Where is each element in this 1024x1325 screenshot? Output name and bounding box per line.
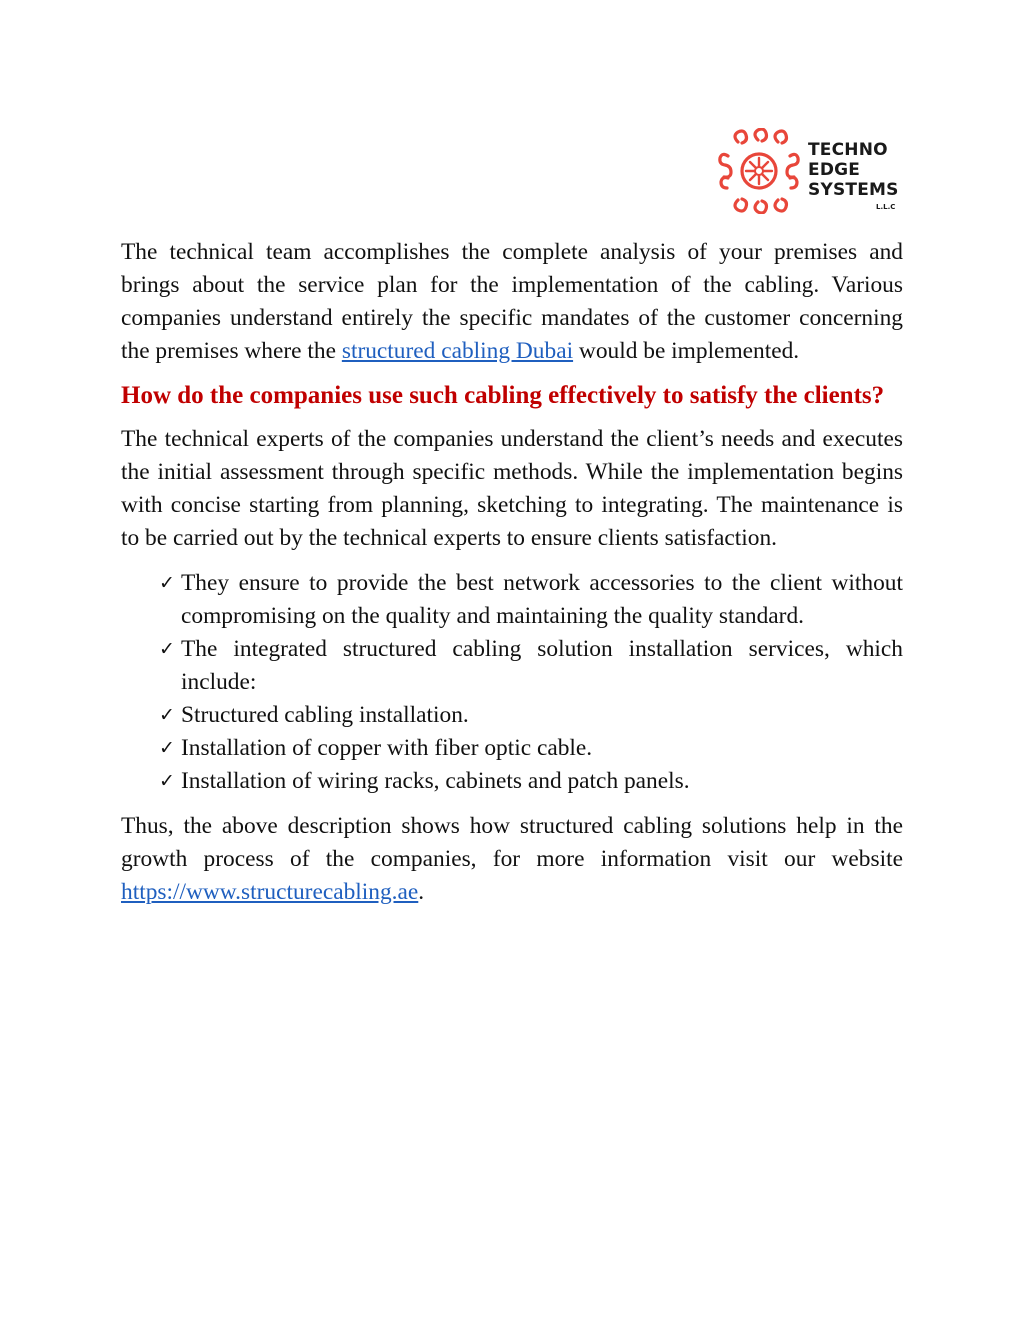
- list-item-text: Structured cabling installation.: [181, 702, 469, 728]
- document-body: [121, 236, 903, 909]
- intro-text-before-link: The technical team accomplishes the complete analysis of your premises and brings about the service plan for the implementation of the cabling. Various companies understand entirely the specific mandates of the customer concerning the premises where the: [121, 239, 903, 364]
- logo-line-3: SYSTEMS: [808, 180, 899, 200]
- checkmark-icon: ✓: [159, 572, 175, 594]
- logo-suffix: L.L.C: [876, 203, 896, 211]
- closing-text-before-link: Thus, the above description shows how structured cabling solutions help in the growth process of the companies, for more information visit our website: [121, 813, 903, 872]
- logo-wordmark: [808, 140, 899, 200]
- section-heading: How do the companies use such cabling effectively to satisfy the clients?: [121, 382, 885, 409]
- closing-paragraph: [121, 810, 903, 909]
- closing-text-after-link: .: [418, 879, 425, 905]
- list-item-text: They ensure to provide the best network accessories to the client without compromising on the quality and maintaining the quality standard.: [181, 570, 903, 629]
- logo-line-1: TECHNO: [808, 140, 888, 160]
- checkmark-icon: ✓: [159, 638, 175, 660]
- list-item: [159, 633, 903, 699]
- list-item-text: Installation of copper with fiber optic cable.: [181, 735, 593, 761]
- intro-paragraph: [121, 236, 903, 368]
- checkmark-icon: ✓: [159, 737, 175, 759]
- list-item: [159, 765, 903, 798]
- checklist: [121, 567, 903, 798]
- assessment-paragraph: The technical experts of the companies understand the client’s needs and executes the initial assessment through specific methods. While the implementation begins with concise starting from planning, sketching to integrating. The maintenance is to be carried out by the technical experts to ensure clients satisfaction.: [121, 426, 903, 551]
- list-item-text: Installation of wiring racks, cabinets and patch panels.: [181, 768, 690, 794]
- intro-text-after-link: would be implemented.: [573, 338, 800, 364]
- checkmark-icon: ✓: [159, 704, 175, 726]
- checkmark-icon: ✓: [159, 770, 175, 792]
- company-logo: [716, 128, 906, 214]
- logo-line-2: EDGE: [808, 160, 861, 180]
- techno-edge-logo-icon: [716, 128, 802, 214]
- list-item: [159, 699, 903, 732]
- website-link[interactable]: https://www.structurecabling.ae: [121, 879, 419, 905]
- list-item: [159, 732, 903, 765]
- list-item: [159, 567, 903, 633]
- list-item-text: The integrated structured cabling solution installation services, which include:: [181, 636, 903, 695]
- structured-cabling-dubai-link[interactable]: structured cabling Dubai: [341, 338, 574, 364]
